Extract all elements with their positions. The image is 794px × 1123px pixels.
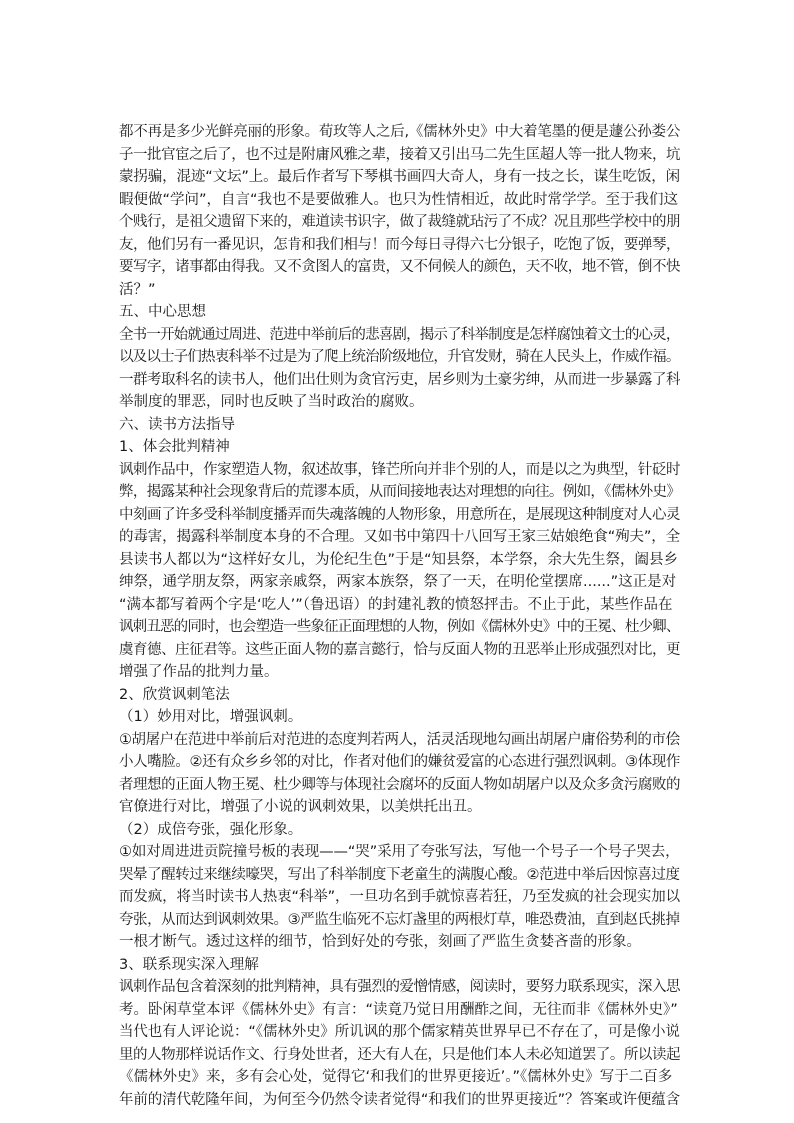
subsection-heading: 3、联系现实深入理解	[119, 956, 259, 973]
text-line: 虞育德、庄征君等。这些正面人物的嘉言懿行，恰与反面人物的丑恶举止形成强烈对比，更	[119, 641, 680, 658]
text-line: 以及以士子们热衷科举不过是为了爬上统治阶级地位，升官发财，骑在人民头上，作威作福。	[119, 349, 680, 365]
text-line: 举制度的罪恶，同时也反映了当时政治的腐败。	[119, 394, 424, 410]
text-line: 弊，揭露某种社会现象背后的荒谬本质，从而间接地表达对理想的向往。例如，《儒林外史》	[119, 484, 680, 500]
text-line: 年前的清代乾隆年间，为何至今仍然令读者觉得“和我们的世界更接近”？答案或许便蕴含	[119, 1091, 680, 1108]
text-line: ①如对周进进贡院撞号板的表现——“哭”采用了夸张写法，写他一个号子一个号子哭去，	[119, 844, 680, 860]
section-heading: 六、读书方法指导	[119, 416, 235, 433]
text-line: 增强了作品的批判力量。	[119, 664, 279, 680]
text-line: 小人嘴脸。②还有众乡乡邻的对比，作者对他们的嫌贫爱富的心态进行强烈讽刺。③体现作	[119, 754, 680, 770]
point-heading: （1）妙用对比，增强讽刺。	[119, 709, 303, 725]
text-line: 子一批官宦之后了，也不过是附庸风雅之辈，接着又引出马二先生匡超人等一批人物来，坑	[119, 146, 680, 163]
subsection-heading: 2、欣赏讽刺笔法	[119, 686, 230, 703]
text-line: 暇便做“学问”，自言“我也不是要做雅人。也只为性情相近，故此时常学学。至于我们这	[119, 191, 679, 208]
text-line: 一根才断气。透过这样的细节，恰到好处的夸张，刻画了严监生贪婪吝啬的形象。	[119, 934, 641, 950]
text-line: 讽刺作品包含着深刻的批判精神，具有强烈的爱憎情感，阅读时，要努力联系现实，深入思	[119, 979, 680, 995]
text-line: “满本都写着两个字是‘吃人’”（鲁迅语）的封建礼教的愤怒抨击。不止于此，某些作品在	[119, 596, 673, 613]
text-line: 要写字，诸事都由得我。又不贪图人的富贵，又不伺候人的颜色，天不收，地不管，倒不快	[119, 259, 680, 275]
text-line: 考。卧闲草堂本评《儒林外史》有言：“读竟乃觉日用酬酢之间，无往而非《儒林外史》”	[119, 1001, 678, 1018]
point-heading: （2）成倍夸张，强化形象。	[119, 821, 303, 838]
section-heading: 五、中心思想	[119, 304, 206, 320]
text-line: 的毒害，揭露科举制度本身的不合理。又如书中第四十八回写王家三姑娘绝食“殉夫”，全	[119, 529, 680, 545]
text-line: 官僚进行对比，增强了小说的讽刺效果，以美烘托出丑。	[119, 799, 482, 815]
text-line: 而发疯，将当时读书人热衷“科举”，一旦功名到手就惊喜若狂，乃至发疯的社会现实加以	[119, 889, 680, 905]
text-line: 里的人物那样说话作文、行身处世者，还大有人在，只是他们本人未必知道罢了。所以读起	[119, 1046, 680, 1063]
text-line: 当代也有人评论说：“《儒林外史》所讥讽的那个儒家精英世界早已不存在了，可是像小说	[119, 1024, 680, 1040]
text-line: 讽刺丑恶的同时，也会塑造一些象征正面理想的人物，例如《儒林外史》中的王冕、杜少卿、	[119, 619, 680, 635]
text-line: 一群考取科名的读书人，他们出仕则为贪官污吏，居乡则为土豪劣绅，从而进一步暴露了科	[119, 371, 680, 388]
subsection-heading: 1、体会批判精神	[119, 439, 230, 455]
text-line: 《儒林外史》来，多有会心处，觉得它‘和我们的世界更接近’。”《儒林外史》写于二百多	[119, 1069, 673, 1085]
text-line: 绅祭，通学朋友祭，两家亲戚祭，两家本族祭，祭了一天，在明伦堂摆席......”这正是对	[119, 574, 677, 590]
text-line: 友，他们另有一番见识，怎肯和我们相与！而今每日寻得六七分银子，吃饱了饭，要弹琴，	[119, 236, 680, 253]
text-line: 个贱行，是祖父遗留下来的，难道读书识字，做了裁缝就玷污了不成？况且那些学校中的朋	[119, 214, 680, 230]
text-line: 全书一开始就通过周进、范进中举前后的悲喜剧，揭示了科举制度是怎样腐蚀着文士的心灵，	[119, 326, 680, 343]
text-line: 中刻画了许多受科举制度播弄而失魂落魄的人物形象，用意所在，是展现这种制度对人心灵	[119, 506, 680, 523]
text-line: ①胡屠户在范进中举前后对范进的态度判若两人，活灵活现地勾画出胡屠户庸俗势利的市侩	[119, 731, 680, 748]
text-line: 都不再是多少光鲜亮丽的形象。荀玫等人之后,《儒林外史》中大着笔墨的便是蘧公孙娄公	[119, 124, 680, 140]
text-line: 哭晕了醒转过来继续嚎哭，写出了科举制度下老童生的满腹心酸。②范进中举后因惊喜过度	[119, 866, 680, 883]
text-line: 者理想的正面人物王冕、杜少卿等与体现社会腐坏的反面人物如胡屠户以及众多贪污腐败的	[119, 776, 680, 793]
text-line: 活？”	[119, 281, 156, 298]
text-line: 讽刺作品中，作家塑造人物，叙述故事，锋芒所向并非个别的人，而是以之为典型，针砭时	[119, 461, 680, 478]
text-line: 县读书人都以为“这样好女儿，为伦纪生色”于是“知县祭，本学祭，余大先生祭，阖县乡	[119, 551, 679, 568]
text-line: 夸张，从而达到讽刺效果。③严监生临死不忘灯盏里的两根灯草，唯恐费油，直到赵氏挑掉	[119, 911, 680, 928]
text-line: 蒙拐骗，混迹“文坛”上。最后作者写下琴棋书画四大奇人，身有一技之长，谋生吃饭，闲	[119, 169, 680, 185]
